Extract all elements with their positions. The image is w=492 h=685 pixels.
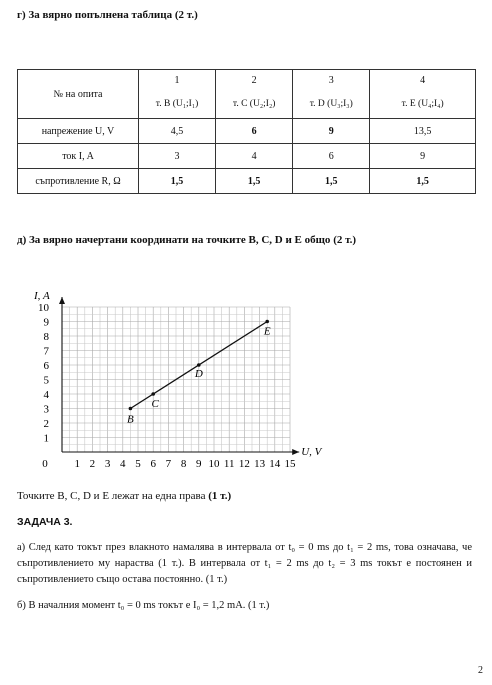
x-tick-label: 14 bbox=[269, 458, 281, 470]
x-tick-label: 8 bbox=[180, 458, 187, 470]
x-tick-label: 4 bbox=[120, 458, 126, 470]
experiment-number: 4 bbox=[420, 75, 426, 86]
data-point bbox=[129, 407, 133, 411]
table-cell: 1,5 bbox=[139, 169, 216, 194]
x-tick-label: 12 bbox=[238, 458, 250, 470]
point-label: C bbox=[151, 398, 159, 410]
point-label: т. D (U₃;I₃) bbox=[309, 99, 353, 109]
x-tick-label: 9 bbox=[196, 458, 202, 470]
section-g-text: г) За вярно попълнена таблица bbox=[17, 9, 173, 21]
table-cell: 13,5 bbox=[370, 119, 476, 144]
point-label: E bbox=[263, 325, 271, 338]
task3-title: ЗАДАЧА 3. bbox=[17, 516, 73, 528]
table-cell: 9 bbox=[370, 144, 476, 169]
table-corner-label: № на опита bbox=[53, 88, 103, 100]
table-header-cell bbox=[216, 70, 293, 119]
table-cell: 6 bbox=[216, 119, 293, 144]
task3-part-a: а) След като токът през влакното намалява в интервала от t₀ = 0 ms до t₁ = 2 ms, това означава, че съпротивлението му нараства (1 т.). В интервала от t₁ = 2 ms до t₂ = 3 ms токът е постоянен и съпротивлението също остава постоянно. (1 т.) bbox=[17, 542, 472, 585]
table-header-cell bbox=[293, 70, 370, 119]
x-tick-label: 10 bbox=[208, 458, 220, 470]
y-tick-label: 2 bbox=[43, 418, 49, 430]
point-label: B bbox=[127, 413, 134, 426]
y-tick-label: 7 bbox=[43, 345, 49, 358]
y-tick-label: 6 bbox=[43, 360, 49, 372]
experiment-number: 3 bbox=[328, 75, 334, 86]
table-cell: 4,5 bbox=[139, 119, 216, 144]
table-row bbox=[18, 144, 476, 169]
table-cell: 4 bbox=[216, 144, 293, 169]
y-tick-label: 10 bbox=[38, 302, 49, 314]
section-g-heading bbox=[17, 9, 198, 21]
x-axis-arrow-icon bbox=[292, 449, 299, 455]
x-tick-label: 1 bbox=[74, 458, 80, 470]
line-note-points: (1 т.) bbox=[208, 490, 232, 502]
line-note bbox=[17, 490, 231, 502]
table-cell: 9 bbox=[293, 119, 370, 144]
data-point bbox=[151, 392, 155, 396]
results-table bbox=[17, 69, 476, 194]
origin-label: 0 bbox=[42, 458, 48, 470]
point-label: т. C (U₂;I₂) bbox=[232, 99, 276, 109]
x-tick-label: 5 bbox=[135, 458, 141, 470]
experiment-number: 2 bbox=[251, 75, 257, 86]
y-tick-label: 8 bbox=[43, 331, 49, 343]
y-tick-label: 9 bbox=[43, 316, 49, 329]
point-label: D bbox=[194, 368, 203, 380]
row-label: съпротивление R, Ω bbox=[18, 169, 139, 194]
y-tick-label: 5 bbox=[43, 374, 49, 387]
row-label: ток I, A bbox=[18, 144, 139, 169]
experiment-number: 1 bbox=[174, 75, 180, 86]
y-tick-label: 1 bbox=[43, 432, 49, 445]
x-tick-label: 3 bbox=[104, 458, 111, 470]
current-voltage-graph bbox=[0, 270, 492, 480]
y-axis-label: I, A bbox=[34, 290, 50, 302]
line-note-text: Точките B, C, D и E лежат на една права bbox=[17, 490, 206, 502]
table-cell: 3 bbox=[139, 144, 216, 169]
y-axis-arrow-icon bbox=[59, 297, 65, 304]
point-label: т. E (U₄;I₄) bbox=[401, 99, 444, 109]
table-header-cell bbox=[139, 70, 216, 119]
x-tick-label: 13 bbox=[254, 458, 266, 470]
row-label: напрежение U, V bbox=[18, 119, 139, 144]
section-d-text: д) За вярно начертани координати на точките B, C, D и E общо bbox=[17, 234, 331, 246]
table-cell: 1,5 bbox=[293, 169, 370, 194]
section-d-heading bbox=[17, 234, 356, 246]
table-header-cell bbox=[370, 70, 476, 119]
section-d-points: (2 т.) bbox=[333, 234, 357, 246]
page-number: 2 bbox=[478, 665, 483, 676]
table-row bbox=[18, 169, 476, 194]
y-tick-label: 3 bbox=[43, 403, 49, 416]
section-g-points: (2 т.) bbox=[174, 9, 198, 21]
table-cell: 1,5 bbox=[216, 169, 293, 194]
data-point bbox=[265, 320, 269, 324]
table-corner-cell bbox=[18, 70, 139, 119]
point-label: т. B (U₁;I₁) bbox=[155, 99, 199, 109]
x-axis-label: U, V bbox=[301, 446, 322, 458]
x-tick-label: 2 bbox=[89, 458, 96, 470]
x-tick-label: 7 bbox=[165, 458, 172, 470]
y-tick-label: 4 bbox=[43, 389, 49, 401]
table-cell: 1,5 bbox=[370, 169, 476, 194]
table-cell: 6 bbox=[293, 144, 370, 169]
x-tick-label: 15 bbox=[284, 458, 296, 470]
x-tick-label: 11 bbox=[223, 458, 235, 470]
data-point bbox=[197, 363, 201, 367]
table-row bbox=[18, 119, 476, 144]
task3-part-b: б) В началния момент t₀ = 0 ms токът е I₀ = 1,2 mA. (1 т.) bbox=[17, 600, 270, 611]
x-tick-label: 6 bbox=[150, 458, 156, 470]
